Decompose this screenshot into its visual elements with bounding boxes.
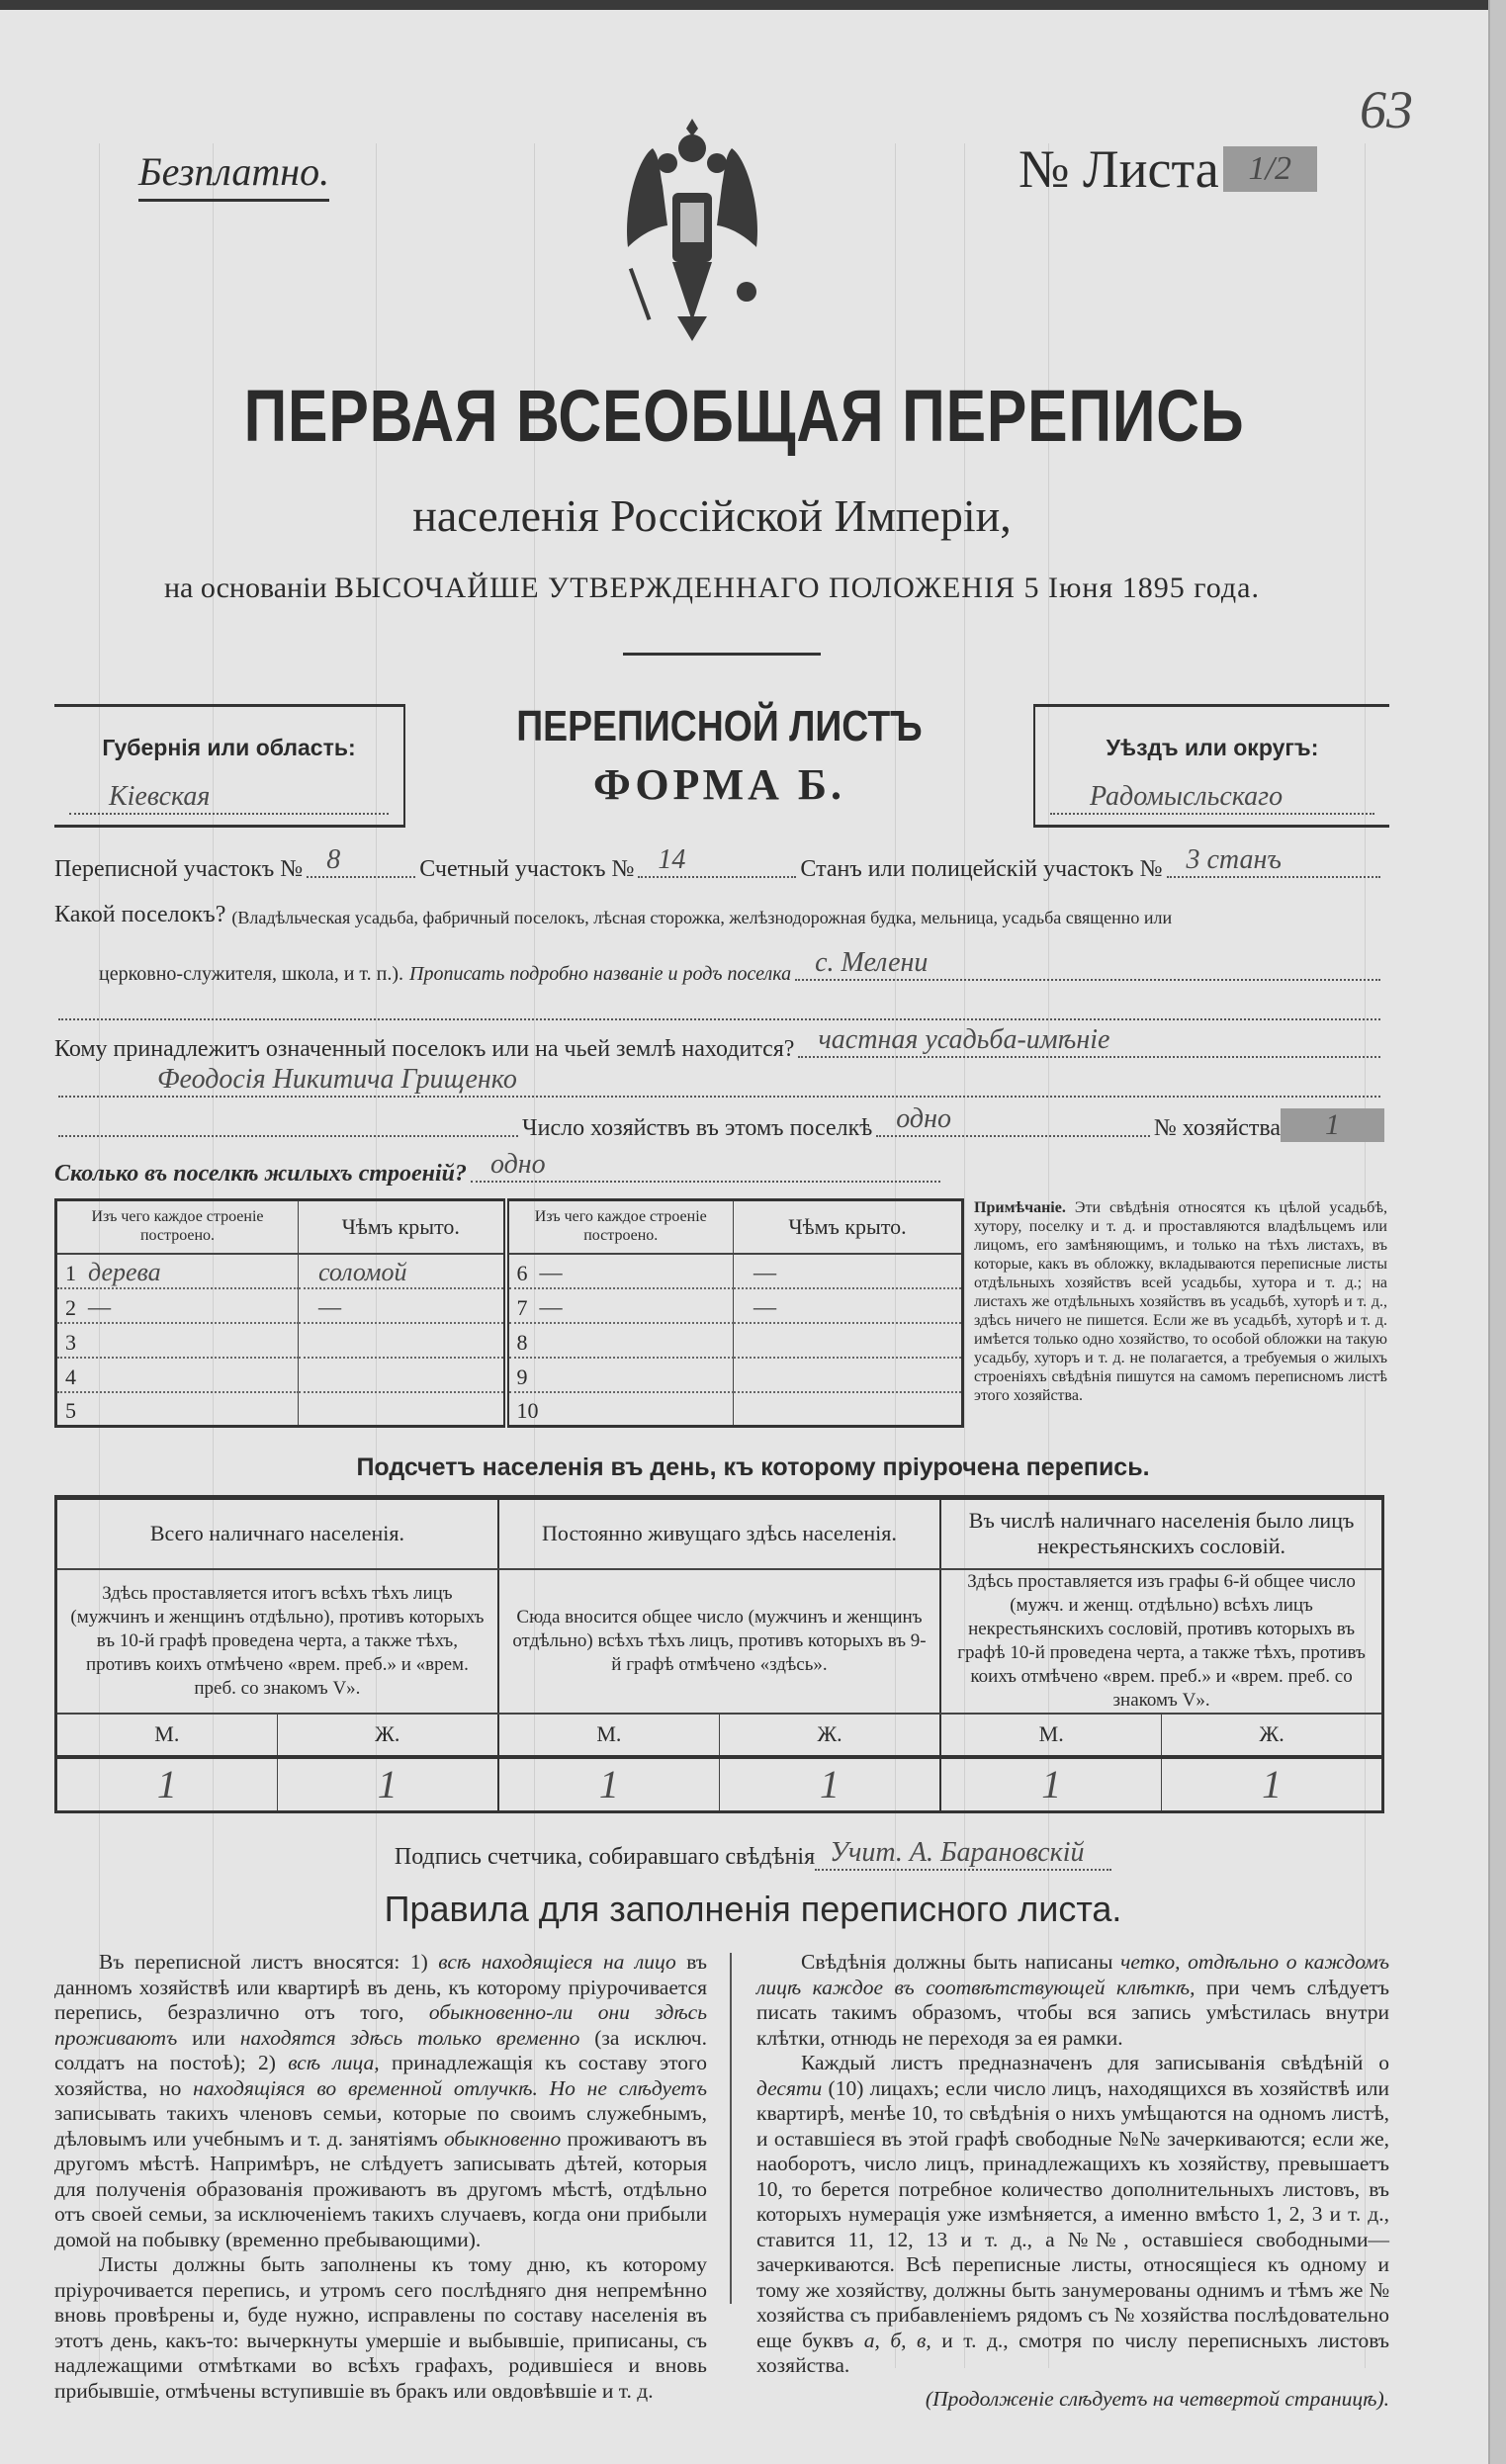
male-header: М.	[940, 1714, 1162, 1757]
building-roof-value	[742, 1395, 753, 1424]
building-roof-value	[742, 1362, 753, 1390]
sheet-number-value: 1/2	[1223, 146, 1317, 192]
households-field[interactable]	[876, 1103, 1150, 1137]
buildings-table	[54, 1198, 964, 1428]
police-district-field[interactable]	[1167, 844, 1381, 878]
building-roof-cell[interactable]	[734, 1392, 963, 1427]
settlement-hint-2: церковно-служителя, школа, и т. п.).	[99, 963, 403, 985]
province-label: Губернія или область:	[102, 735, 356, 760]
rules-text: (10) лицахъ; если число лицъ, находящихся въ хозяйствѣ или квартирѣ, менѣе 10, то свѣдѣнія о нихъ умѣщаются на одномъ листѣ, и оставшіеся въ этой графѣ свободные №№ зачеркиваются; если же, наоборотъ, число лицъ, принадлежащихъ къ хозяйству, превышаетъ 10, то берется потребное количество дополнительныхъ листовъ, въ которыхъ нумерація уже измѣняется, а именно вмѣсто 1, 2, 3 и т. д., ставится 11, 12, 13 и т. д., а №№, оставшіеся свободными—зачеркиваются. Всѣ переписные листы, относящіеся къ одному и тому же хозяйству, должны быть занумерованы однимъ и тѣмъ же № хозяйства съ прибавленіемъ рядомъ съ № хозяйства послѣдовательно еще буквъ	[756, 2075, 1389, 2352]
signature-value[interactable]: Учит. А. Барановскій	[815, 1837, 1111, 1871]
settlement-instruction: Прописать подробно названіе и родъ поселка	[409, 963, 792, 985]
emphasis-text: всѣ лица,	[288, 2051, 380, 2074]
owner-value: частная усадьба-имѣніе	[818, 1024, 1110, 1055]
rules-title: Правила для заполненія переписного листа.	[384, 1889, 1122, 1929]
province-box	[54, 704, 405, 828]
building-roof-cell[interactable]	[299, 1254, 506, 1288]
building-material-value: —	[88, 1291, 112, 1321]
building-material-value: дерева	[88, 1257, 161, 1286]
male-header: М.	[56, 1714, 278, 1757]
building-roof-cell[interactable]	[734, 1323, 963, 1358]
building-material-cell[interactable]	[56, 1392, 299, 1427]
building-roof-cell[interactable]	[734, 1254, 963, 1288]
rules-text: Свѣдѣнія должны быть написаны	[801, 1950, 1121, 1974]
settlement-field[interactable]	[795, 947, 1380, 981]
emphasis-text: обыкновенно-ли они здѣсь проживаютъ	[54, 2000, 707, 2050]
note-label: Примѣчаніе.	[974, 1199, 1066, 1216]
rules-text: принадлежащія къ составу этого хозяйства, но	[54, 2051, 707, 2100]
legal-basis	[0, 572, 1424, 605]
population-col-title: Постоянно живущаго здѣсь населенія.	[498, 1498, 940, 1569]
building-material-value: —	[539, 1291, 563, 1321]
row-number: 1	[65, 1260, 76, 1285]
emphasis-text: а, б, в,	[863, 2328, 931, 2352]
owner-row	[54, 1024, 1384, 1063]
rules-text: при чемъ слѣдуетъ писать такимъ образомъ, чтобы вся запись умѣстилась внутри клѣтки, отнюдь не переходя за ея рамки.	[756, 1975, 1389, 2050]
form-title	[405, 702, 1033, 810]
building-material-value	[539, 1395, 551, 1424]
settlement-row	[54, 902, 1384, 928]
row-number: 4	[65, 1364, 76, 1389]
census-district-label: Переписной участокъ №	[54, 856, 304, 882]
note-text: Эти свѣдѣнія относятся къ цѣлой усадьбѣ, хутору, поселку и т. д. и проставляются владѣльцемъ или лицомъ, его замѣняющимъ, и только на тѣхъ листахъ, въ которые, какъ въ обложку, вкладываются переписные листы отдѣльныхъ хозяйствъ всей усадьбы, хутора и т. д.; на листахъ же отдѣльныхъ хозяйствъ въ усадьбѣ, хуторѣ и т. д., здѣсь ничего не пишется. Если же въ усадьбѣ, хуторѣ и т. д. имѣется только одно хозяйство, то особой обложки на такую усадьбу, хуторъ и т. д. не полагается, а требуемыя о жилыхъ строеніяхъ свѣдѣнія пишутся на самомъ переписномъ листѣ этого хозяйства.	[974, 1199, 1388, 1404]
building-material-cell[interactable]	[506, 1254, 734, 1288]
female-header: Ж.	[1162, 1714, 1383, 1757]
building-roof-cell[interactable]	[734, 1358, 963, 1392]
note	[974, 1198, 1387, 1405]
owner-field[interactable]	[798, 1024, 1380, 1058]
building-material-cell[interactable]	[506, 1288, 734, 1323]
emphasis-text: находятся здѣсь только временно	[239, 2025, 580, 2050]
col-roof-header: Чѣмъ крыто.	[299, 1200, 506, 1254]
row-number: 8	[516, 1329, 528, 1355]
basis-main: ВЫСОЧАЙШЕ УТВЕРЖДЕННАГО ПОЛОЖЕНІЯ 5 Іюня 1895 года.	[334, 572, 1260, 604]
sheet-number-label: № Листа	[1019, 139, 1219, 199]
building-material-value	[76, 1327, 88, 1356]
rules-text: проживаютъ въ другомъ мѣстѣ. Напримѣръ, не слѣдуетъ записывать дѣтей, которыя для полученія образованія проживаютъ въ другомъ мѣстѣ, отдѣльно отъ своей семьи, за исключеніемъ такихъ случаевъ, когда они прибыли домой на побывку (временно пребывающими).	[54, 2126, 707, 2251]
enumerator-signature	[0, 1837, 1506, 1871]
building-roof-value: соломой	[318, 1257, 407, 1286]
owner-field-2[interactable]	[58, 1064, 1380, 1098]
building-material-value	[528, 1327, 540, 1356]
building-roof-cell[interactable]	[299, 1358, 506, 1392]
male-header: М.	[498, 1714, 720, 1757]
district-label: Уѣздъ или округъ:	[1106, 735, 1319, 760]
sheet-number	[1019, 138, 1317, 200]
building-roof-cell[interactable]	[299, 1392, 506, 1427]
row-number: 2	[65, 1294, 76, 1320]
row-number: 6	[516, 1260, 528, 1285]
district-box	[1033, 704, 1389, 828]
document-title: ПЕРВАЯ ВСЕОБЩАЯ ПЕРЕПИСЬ	[243, 375, 1245, 457]
households-value: одно	[896, 1103, 951, 1134]
building-roof-cell[interactable]	[299, 1288, 506, 1323]
buildings-field[interactable]	[471, 1149, 940, 1183]
settlement-value: с. Мелени	[815, 947, 929, 978]
building-material-cell[interactable]	[56, 1288, 299, 1323]
population-table	[54, 1495, 1384, 1813]
rules-paragraph	[756, 1950, 1389, 2051]
rules-text: и т. д., смотря по числу переписныхъ листовъ хозяйства.	[756, 2328, 1389, 2377]
rules-paragraph	[54, 1950, 707, 2252]
male-count[interactable]: 1	[56, 1757, 278, 1812]
female-header: Ж.	[277, 1714, 498, 1757]
building-material-value: —	[539, 1257, 563, 1286]
count-district-label: Счетный участокъ №	[419, 856, 635, 882]
continuation-note: (Продолженіе слѣдуетъ на четвертой страницѣ).	[925, 2386, 1389, 2411]
building-roof-value: —	[753, 1257, 777, 1286]
building-material-cell[interactable]	[56, 1254, 299, 1288]
imperial-eagle-icon	[613, 119, 771, 346]
rules-text: Каждый листъ предназначенъ для записыванія свѣдѣній о	[801, 2051, 1389, 2074]
rules-text: (за исключ. солдатъ на постоѣ); 2)	[54, 2025, 707, 2074]
rules-text: или	[177, 2025, 240, 2050]
building-roof-value	[307, 1395, 318, 1424]
table-row	[56, 1288, 963, 1323]
emphasis-text: десяти	[756, 2075, 823, 2100]
owner-value-2: Феодосія Никитича Грищенко	[157, 1064, 517, 1095]
rules-right-column	[756, 1950, 1389, 2412]
row-number: 3	[65, 1329, 76, 1355]
building-material-value	[76, 1395, 88, 1424]
population-col-desc: Здѣсь проставляется итогъ всѣхъ тѣхъ лицъ (мужчинъ и женщинъ отдѣльно), противъ которыхъ въ 10-й графѣ проведена черта, а также тѣхъ, противъ коихъ отмѣчено «врем. преб.» и «врем. преб. со знакомъ V».	[56, 1569, 498, 1714]
count-district-value: 14	[658, 844, 686, 875]
rules-text: Листы должны быть заполнены къ тому дню, къ которому пріурочивается перепись, и утромъ сего послѣдняго дня непремѣнно вновь провѣрены и, буде нужно, исправлены по составу населенія въ этотъ день, какъ-то: вычеркнуты умершіе и выбывшіе, приписаны, съ надлежащими отмѣтками во всѣхъ графахъ, родившіеся и вновь прибывшіе, отмѣчены вступившіе въ бракъ или овдовѣвшіе и т. д.	[54, 2252, 707, 2403]
buildings-row	[54, 1149, 944, 1188]
household-number-value[interactable]: 1	[1281, 1108, 1384, 1142]
male-count[interactable]: 1	[940, 1757, 1162, 1812]
dotted-leader	[58, 1107, 518, 1137]
rules-paragraph	[54, 2252, 707, 2404]
settlement-row-2	[54, 947, 1384, 986]
row-number: 7	[516, 1294, 528, 1320]
building-roof-cell[interactable]	[299, 1323, 506, 1358]
female-header: Ж.	[719, 1714, 940, 1757]
col-material-header: Изъ чего каждое строеніе построено.	[56, 1200, 299, 1254]
female-count[interactable]: 1	[1162, 1757, 1383, 1812]
police-district-label: Станъ или полицейскій участокъ №	[800, 856, 1163, 882]
owner-label: Кому принадлежитъ означенный поселокъ или на чьей землѣ находится?	[54, 1036, 795, 1062]
settlement-label: Какой поселокъ?	[54, 902, 226, 927]
building-material-cell[interactable]	[506, 1392, 734, 1427]
document-subtitle: населенія Россійской Имперіи,	[412, 490, 1012, 541]
row-number: 10	[516, 1398, 539, 1423]
emphasis-text: обыкновенно	[443, 2126, 562, 2151]
table-row	[56, 1392, 963, 1427]
archive-page-number: 63	[1360, 80, 1413, 139]
police-district-value: 3 станъ	[1186, 844, 1282, 875]
row-number: 5	[65, 1398, 76, 1423]
district-fields-row	[54, 844, 1384, 883]
building-roof-value	[742, 1327, 753, 1356]
rules-left-column	[54, 1950, 707, 2404]
building-material-cell[interactable]	[56, 1323, 299, 1358]
building-roof-value: —	[753, 1291, 777, 1321]
building-material-value	[528, 1362, 540, 1390]
blank-line	[54, 991, 1384, 1025]
population-col-title: Въ числѣ наличнаго населенія было лицъ некрестьянскихъ сословій.	[940, 1498, 1382, 1569]
rules-text: записывать такихъ членовъ семьи, которые по своимъ служебнымъ, дѣловымъ или учебнымъ и т. д. занятіямъ	[54, 2101, 707, 2151]
form-title-sub: ФОРМА Б.	[593, 760, 845, 809]
population-col-title: Всего наличнаго населенія.	[56, 1498, 498, 1569]
buildings-value: одно	[490, 1149, 546, 1180]
buildings-label: Сколько въ поселкѣ жилыхъ строеній?	[54, 1161, 467, 1187]
population-count-title: Подсчетъ населенія въ день, къ которому пріурочена перепись.	[356, 1453, 1150, 1481]
table-row	[56, 1358, 963, 1392]
owner-row-2	[54, 1064, 1384, 1102]
emphasis-text: всѣ находящіеся на лицо	[438, 1950, 676, 1974]
divider	[623, 653, 821, 656]
rules-paragraph	[756, 2051, 1389, 2379]
province-value[interactable]: Кіевская	[69, 781, 389, 815]
emphasis-text: четко, отдѣльно о каждомъ лицѣ каждое въ соотвѣтствующей клѣткѣ,	[756, 1950, 1390, 1999]
female-count[interactable]: 1	[277, 1757, 498, 1812]
household-number-label: № хозяйства	[1153, 1115, 1281, 1141]
basis-prefix: на основаніи	[163, 572, 327, 604]
signature-label: Подпись счетчика, собиравшаго свѣдѣнія	[394, 1844, 816, 1870]
scan-right-edge	[1488, 0, 1506, 2464]
building-material-cell[interactable]	[56, 1358, 299, 1392]
district-value[interactable]: Радомысльскаго	[1050, 781, 1374, 815]
col-roof-header-2: Чѣмъ крыто.	[734, 1200, 963, 1254]
rules-right-paragraphs	[756, 1950, 1389, 2379]
male-count[interactable]: 1	[498, 1757, 720, 1812]
population-col-desc: Сюда вносится общее число (мужчинъ и женщинъ отдѣльно) всѣхъ тѣхъ лицъ, противъ которыхъ въ 9-й графѣ отмѣчено «здѣсь».	[498, 1569, 940, 1714]
emphasis-text: находящіяся во временной отлучкѣ. Но не слѣдуетъ	[193, 2075, 707, 2100]
households-label: Число хозяйствъ въ этомъ поселкѣ	[522, 1115, 873, 1141]
building-roof-value	[307, 1362, 318, 1390]
col-material-header-2: Изъ чего каждое строеніе построено.	[506, 1200, 734, 1254]
table-row	[56, 1323, 963, 1358]
rules-text: Въ переписной листъ вносятся: 1)	[99, 1950, 439, 1974]
households-row	[54, 1103, 1384, 1142]
female-count[interactable]: 1	[719, 1757, 940, 1812]
settlement-field-extra[interactable]	[58, 991, 1380, 1020]
building-roof-value: —	[318, 1291, 342, 1321]
count-district-field[interactable]	[638, 844, 796, 878]
census-district-field[interactable]	[307, 844, 415, 878]
building-material-value	[76, 1362, 88, 1390]
population-col-desc: Здѣсь проставляется изъ графы 6-й общее число (мужч. и женщ. отдѣльно) всѣхъ лицъ некрестьянскихъ сословій, противъ которыхъ въ графѣ 10-й проведена черта, а также тѣхъ, противъ коихъ отмѣчено «врем. преб.» и «врем. преб. со знакомъ V».	[940, 1569, 1382, 1714]
rules-text: въ данномъ хозяйствѣ или квартирѣ въ день, къ которому пріурочивается перепись, безразлично отъ того,	[54, 1950, 707, 2024]
column-divider	[730, 1953, 732, 2304]
census-district-value: 8	[326, 844, 341, 875]
row-number: 9	[516, 1364, 528, 1389]
building-material-cell[interactable]	[506, 1358, 734, 1392]
form-title-main: ПЕРЕПИСНОЙ ЛИСТЪ	[516, 702, 923, 750]
table-row	[56, 1254, 963, 1288]
building-material-cell[interactable]	[506, 1323, 734, 1358]
building-roof-value	[307, 1327, 318, 1356]
building-roof-cell[interactable]	[734, 1288, 963, 1323]
free-of-charge-label: Безплатно.	[138, 148, 329, 202]
settlement-hint: (Владѣльческая усадьба, фабричный поселокъ, лѣсная сторожка, желѣзнодорожная будка, мельница, усадьба священно или	[231, 908, 1173, 927]
